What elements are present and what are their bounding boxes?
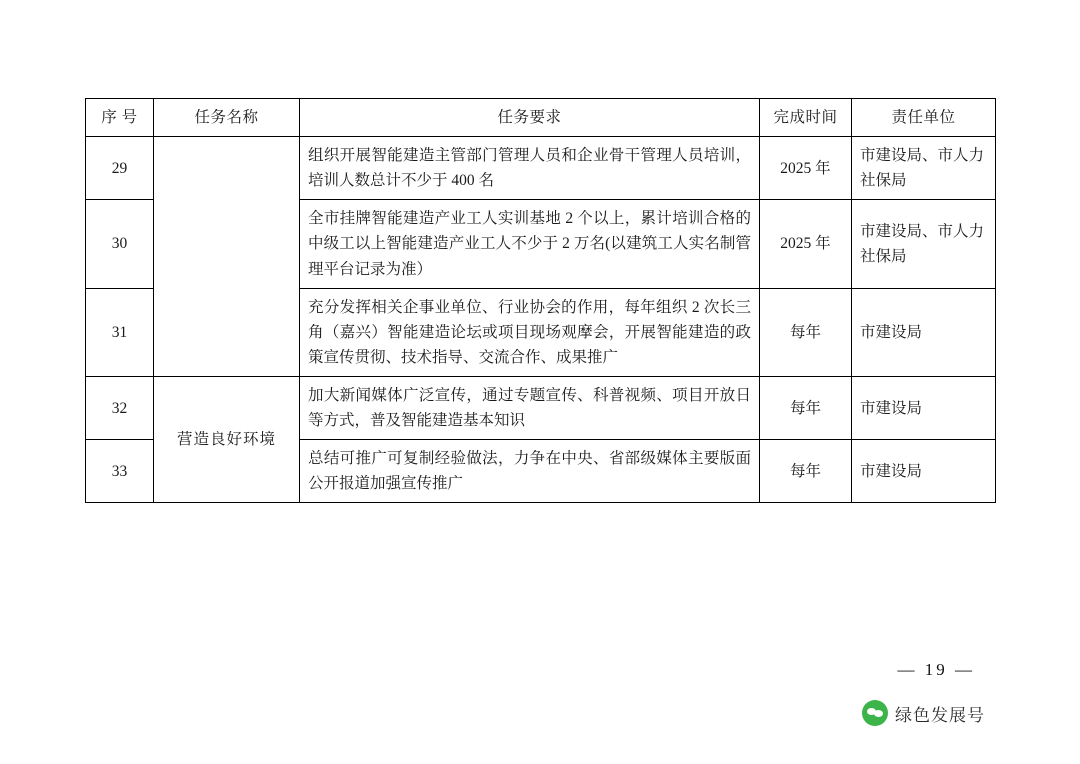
cell-unit: 市建设局、市人力社保局 [852,200,996,288]
cell-requirement: 充分发挥相关企事业单位、行业协会的作用，每年组织 2 次长三角（嘉兴）智能建造论坛或项目现场观摩会，开展智能建造的政策宣传贯彻、技术指导、交流合作、成果推广 [300,288,760,376]
task-table [85,98,996,503]
cell-requirement: 总结可推广可复制经验做法，力争在中央、省部级媒体主要版面公开报道加强宣传推广 [300,440,760,503]
cell-seq: 33 [86,440,154,503]
column-header-task-requirement: 任务要求 [300,99,760,137]
table-header-row [86,99,996,137]
task-table-container [85,98,995,503]
cell-requirement: 全市挂牌智能建造产业工人实训基地 2 个以上，累计培训合格的中级工以上智能建造产业工人不少于 2 万名(以建筑工人实名制管理平台记录为准） [300,200,760,288]
cell-seq: 29 [86,137,154,200]
cell-time: 每年 [760,376,852,439]
cell-seq: 30 [86,200,154,288]
cell-seq: 31 [86,288,154,376]
cell-unit: 市建设局 [852,288,996,376]
table-header [86,99,996,137]
cell-task-name-merged-top [154,137,300,377]
column-header-task-name: 任务名称 [154,99,300,137]
cell-time: 2025 年 [760,200,852,288]
cell-unit: 市建设局、市人力社保局 [852,137,996,200]
watermark-label: 绿色发展号 [895,705,985,725]
cell-requirement: 加大新闻媒体广泛宣传，通过专题宣传、科普视频、项目开放日等方式，普及智能建造基本知识 [300,376,760,439]
cell-time: 每年 [760,440,852,503]
cell-seq: 32 [86,376,154,439]
cell-unit: 市建设局 [852,376,996,439]
column-header-seq: 序 号 [86,99,154,137]
table-row [86,137,996,200]
cell-requirement: 组织开展智能建造主管部门管理人员和企业骨干管理人员培训，培训人数总计不少于 400 名 [300,137,760,200]
column-header-completion-time: 完成时间 [760,99,852,137]
cell-time: 每年 [760,288,852,376]
cell-time: 2025 年 [760,137,852,200]
table-body [86,137,996,503]
watermark [862,700,985,726]
green-leaf-badge-icon [862,700,888,726]
cell-unit: 市建设局 [852,440,996,503]
page-number: — 19 — [897,660,975,679]
table-row [86,376,996,439]
column-header-responsible-unit: 责任单位 [852,99,996,137]
cell-task-name: 营造良好环境 [154,376,300,502]
